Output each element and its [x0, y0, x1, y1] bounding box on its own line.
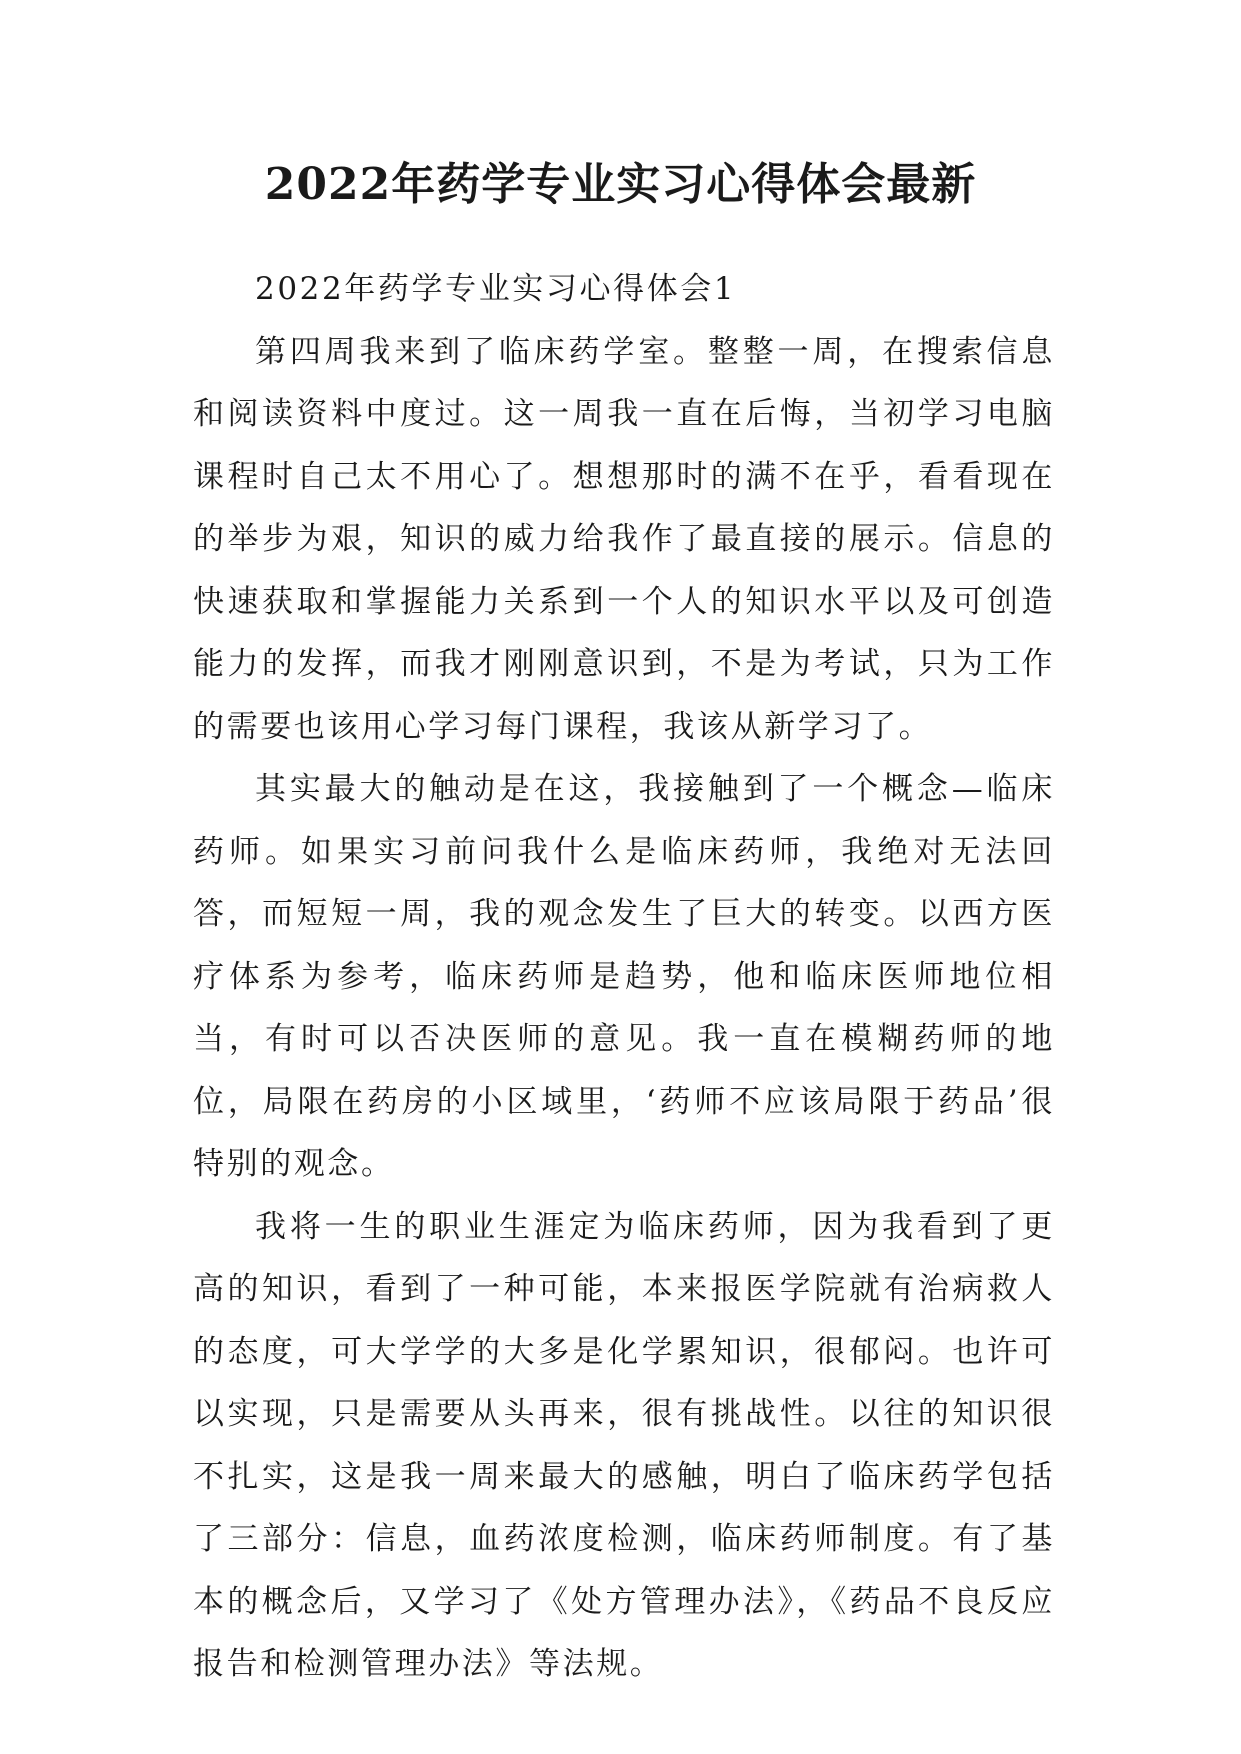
section-heading: 2022年药学专业实习心得体会1 — [255, 271, 737, 307]
paragraph-1: 第四周我来到了临床药学室。整整一周，在搜索信息和阅读资料中度过。这一周我一直在后悔，当初学习电脑课程时自己太不用心了。想想那时的满不在乎，看看现在的举步为艰，知识的威力给我作了最直接的展示。信息的快速获取和掌握能力关系到一个人的知识水平以及可创造能力的发挥，而我才刚刚意识到，不是为考试，只为工作的需要也该用心学习每门课程，我该从新学习了。 — [193, 333, 1055, 745]
paragraph-2: 其实最大的触动是在这，我接触到了一个概念—临床药师。如果实习前问我什么是临床药师，我绝对无法回答，而短短一周，我的观念发生了巨大的转变。以西方医疗体系为参考，临床药师是趋势，他和临床医师地位相当，有时可以否决医师的意见。我一直在模糊药师的地位，局限在药房的小区域里，‘药师不应该局限于药品’很特别的观念。 — [193, 771, 1055, 1182]
document-body — [193, 258, 1055, 1696]
paragraph-3: 我将一生的职业生涯定为临床药师，因为我看到了更高的知识，看到了一种可能，本来报医学院就有治病救人的态度，可大学学的大多是化学累知识，很郁闷。也许可以实现，只是需要从头再来，很有挑战性。以往的知识很不扎实，这是我一周来最大的感触，明白了临床药学包括了三部分：信息，血药浓度检测，临床药师制度。有了基本的概念后，又学习了《处方管理办法》，《药品不良反应报告和检测管理办法》等法规。 — [193, 1208, 1055, 1682]
document-title: 2022年药学专业实习心得体会最新 — [264, 159, 977, 210]
